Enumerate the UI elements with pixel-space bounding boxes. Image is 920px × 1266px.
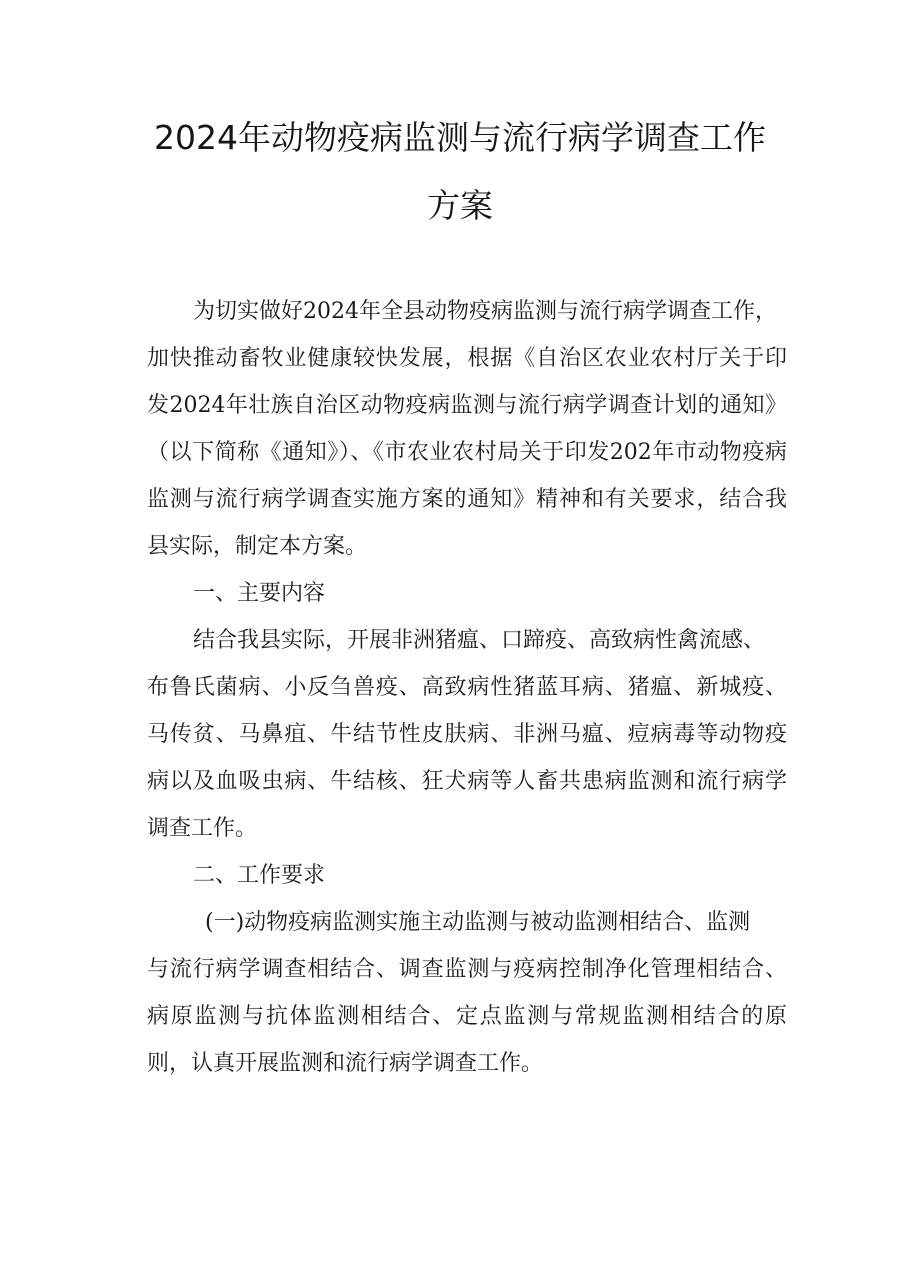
intro-paragraph-line: （以下简称《通知》）、《市农业农村局关于印发202年市动物疫病 xyxy=(147,440,787,465)
intro-paragraph-line: 发2024年壮族自治区动物疫病监测与流行病学调查计划的通知》 xyxy=(147,393,787,418)
section-heading-work-requirements: 二、工作要求 xyxy=(193,863,326,888)
section2-paragraph-line: 病原监测与抗体监测相结合、定点监测与常规监测相结合的原 xyxy=(147,1004,787,1029)
section1-paragraph-line: 调查工作。 xyxy=(147,816,258,841)
document-title-line-1: 2024年动物疫病监测与流行病学调查工作 xyxy=(154,118,766,157)
section2-paragraph-line: (一)动物疫病监测实施主动监测与被动监测相结合、监测 xyxy=(205,910,751,935)
intro-paragraph-line: 为切实做好2024年全县动物疫病监测与流行病学调查工作， xyxy=(193,299,777,324)
section1-paragraph-line: 病以及血吸虫病、牛结核、狂犬病等人畜共患病监测和流行病学 xyxy=(147,769,787,794)
section2-paragraph-line: 则，认真开展监测和流行病学调查工作。 xyxy=(147,1051,544,1076)
section1-paragraph-line: 马传贫、马鼻疽、牛结节性皮肤病、非洲马瘟、痘病毒等动物疫 xyxy=(147,722,787,747)
section-heading-main-content: 一、主要内容 xyxy=(193,581,326,606)
section1-paragraph-line: 结合我县实际，开展非洲猪瘟、口蹄疫、高致病性禽流感、 xyxy=(193,628,766,653)
intro-paragraph-line: 加快推动畜牧业健康较快发展，根据《自治区农业农村厅关于印 xyxy=(147,346,787,371)
intro-paragraph-line: 县实际，制定本方案。 xyxy=(147,534,368,559)
section1-paragraph-line: 布鲁氏菌病、小反刍兽疫、高致病性猪蓝耳病、猪瘟、新城疫、 xyxy=(147,675,787,700)
intro-paragraph-line: 监测与流行病学调查实施方案的通知》精神和有关要求，结合我 xyxy=(147,487,787,512)
section2-paragraph-line: 与流行病学调查相结合、调查监测与疫病控制净化管理相结合、 xyxy=(147,957,787,982)
document-title-line-2: 方案 xyxy=(427,186,493,225)
